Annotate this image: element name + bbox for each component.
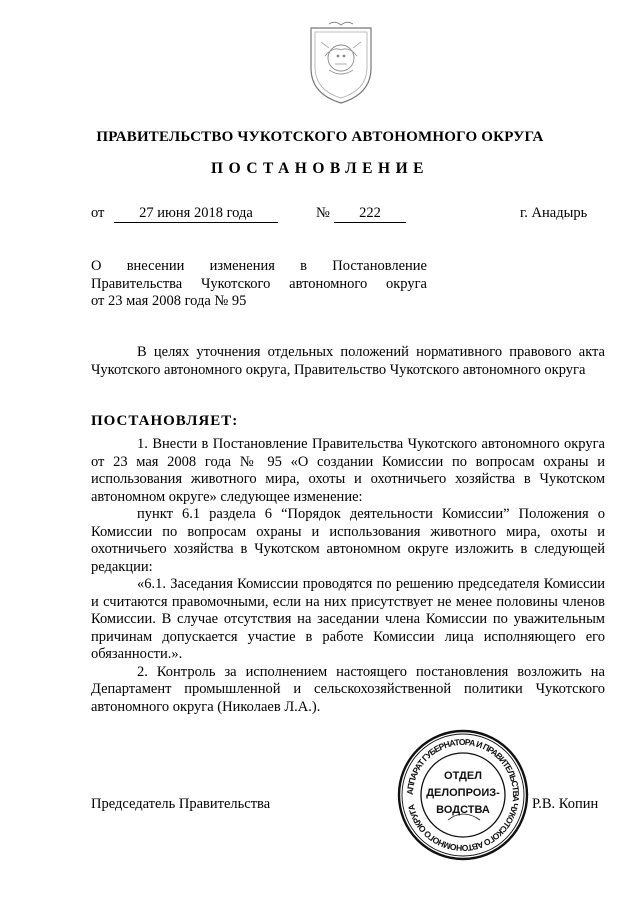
date-prefix: от <box>91 205 105 221</box>
stamp-line-3: ВОДСТВА <box>436 804 490 816</box>
government-title: ПРАВИТЕЛЬСТВО ЧУКОТСКОГО АВТОНОМНОГО ОКРУГА <box>96 129 544 145</box>
stamp-ring-text: АППАРАТ ГУБЕРНАТОРА И ПРАВИТЕЛЬСТВА ЧУКОТСКОГО АВТОНОМНОГО ОКРУГА <box>404 736 522 854</box>
resolves-heading: ПОСТАНОВЛЯЕТ: <box>91 413 239 429</box>
item-1-quote: «6.1. Заседания Комиссии проводятся по решению председателя Комиссии и считаются правомочными, если на них присутствует не менее половины членов Комиссии. В случае отсутствия на заседании члена Комиссии по уважительным причинам допускается участие в работе Комиссии лица исполняющего его обязанности.». <box>91 576 605 662</box>
subject-line: от 23 мая 2008 года № 95 <box>91 293 247 309</box>
stamp-line-2: ДЕЛОПРОИЗ- <box>426 787 500 799</box>
stamp-line-1: ОТДЕЛ <box>444 770 482 782</box>
document-city: г. Анадырь <box>520 205 588 221</box>
number-label: № <box>316 205 330 221</box>
subject-line: О внесении изменения в Постановление <box>91 258 427 274</box>
coat-of-arms-icon <box>305 20 377 106</box>
document-type: ПОСТАНОВЛЕНИЕ <box>211 160 429 177</box>
item-1-subparagraph: пункт 6.1 раздела 6 “Порядок деятельности Комиссии” Положения о Комиссии по вопросам охраны и использования животного мира, охоты и охотничьего хозяйства в Чукотском автономном округе изложить в следующей редакции: <box>91 506 605 575</box>
signatory-name: Р.В. Копин <box>532 796 599 812</box>
office-stamp <box>396 728 530 862</box>
document-number: 222 <box>334 205 406 223</box>
preamble-paragraph: В целях уточнения отдельных положений нормативного правового акта Чукотского автономного округа, Правительство Чукотского автономного округа <box>91 344 605 378</box>
document-date: 27 июня 2018 года <box>114 205 278 223</box>
document-body <box>91 436 605 716</box>
signatory-position: Председатель Правительства <box>91 796 271 812</box>
subject-line: Правительства Чукотского автономного округа <box>91 275 427 292</box>
document-subject <box>91 258 427 311</box>
item-1-paragraph: 1. Внести в Постановление Правительства Чукотского автономного округа от 23 мая 2008 года № 95 «О создании Комиссии по вопросам охраны и использования животного мира, охоты и охотничьего хозяйства в Чукотском автономном округе» следующее изменение: <box>91 436 605 505</box>
item-2-paragraph: 2. Контроль за исполнением настоящего постановления возложить на Департамент промышленной и сельскохозяйственной политики Чукотского автономного округа (Николаев Л.А.). <box>91 663 605 715</box>
